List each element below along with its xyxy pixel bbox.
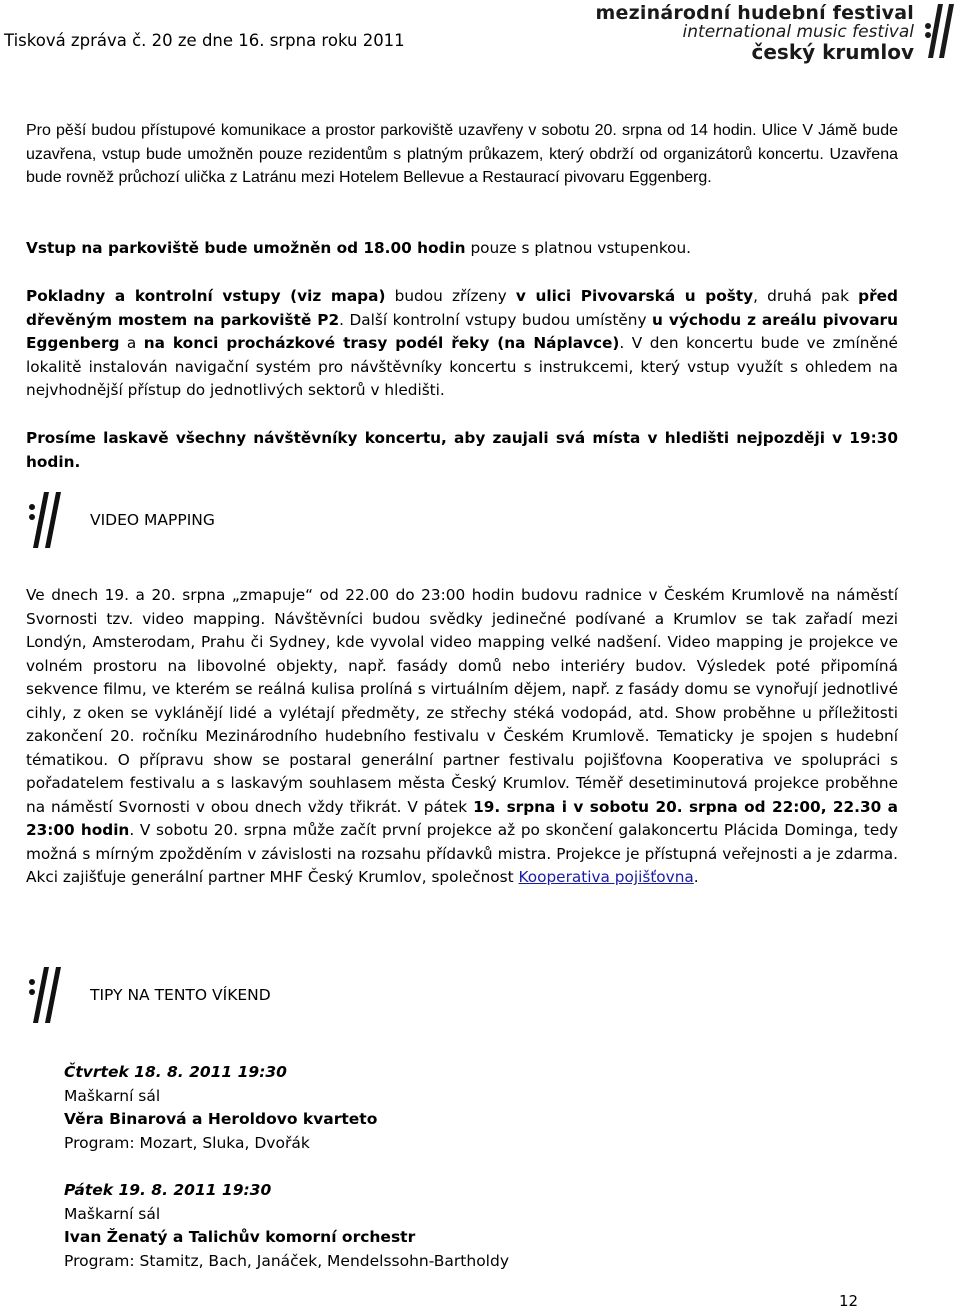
text-span: . Další kontrolní vstupy budou umístěny: [339, 310, 653, 329]
text-span: , druhá pak: [753, 287, 859, 305]
text-span: Pokladny a kontrolní vstupy (viz mapa): [26, 287, 386, 305]
event-performers: Ivan Ženatý a Talichův komorní orchestr: [64, 1228, 416, 1246]
parking-entry-note: pouze s platnou vstupenkou.: [465, 239, 692, 257]
event-date: Čtvrtek 18. 8. 2011 19:30: [64, 1063, 287, 1081]
festival-logo-icon: [924, 2, 956, 60]
video-mapping-paragraph: [26, 584, 898, 890]
text-span: budou zřízeny: [385, 287, 516, 305]
event-item: [64, 1179, 509, 1273]
text-span: 19. srpna i v sobotu 20. srpna od 22:00, 22.30 a 23:00 hodin: [26, 797, 898, 839]
parking-entry-time: Vstup na parkoviště bude umožněn od 18.00 hodin: [26, 239, 466, 257]
event-venue: Maškarní sál: [64, 1204, 161, 1223]
parking-closure-paragraph: Pro pěší budou přístupové komunikace a prostor parkoviště uzavřeny v sobotu 20. srpna od 14 hodin. Ulice V Jámě bude uzavřena, vstup bude umožněn pouze rezidentům s platným průkazem, který obdrží od organizátorů koncertu. Uzavřena bude rovněž průchozí ulička z Latránu mezi Hotelem Bellevue a Restaurací pivovaru Eggenberg.: [26, 122, 898, 186]
weekend-tips-heading: [26, 965, 271, 1025]
text-span: .: [693, 868, 699, 886]
logo-line-english: international music festival: [682, 22, 914, 42]
text-span: na konci procházkové trasy podél řeky (na Náplavce): [143, 334, 620, 352]
text-span: u východu z areálu pivovaru Eggenberg: [26, 310, 898, 352]
festival-mark-icon: [26, 965, 66, 1025]
page-number: 12: [839, 1292, 859, 1310]
event-performers: Věra Binarová a Heroldovo kvarteto: [64, 1110, 378, 1128]
kooperativa-link[interactable]: Kooperativa pojišťovna: [518, 868, 694, 886]
press-release-header: Tisková zpráva č. 20 ze dne 16. srpna roku 2011: [4, 31, 405, 50]
text-span: a: [119, 334, 144, 352]
logo-line-czech: mezinárodní hudební festival: [595, 2, 914, 24]
event-venue: Maškarní sál: [64, 1086, 161, 1105]
text-span: . V den koncertu bude ve zmíněné lokalitě instalován navigační systém pro návštěvníky koncertu s instrukcemi, který vstup využít s ohledem na nejvhodnější přístup do jednotlivých sektorů v hledišti.: [26, 334, 898, 399]
ticket-offices-paragraph: [26, 285, 898, 403]
video-mapping-heading: [26, 490, 215, 550]
event-item: [64, 1061, 377, 1155]
event-program: Program: Stamitz, Bach, Janáček, Mendelssohn-Bartholdy: [64, 1251, 509, 1270]
festival-mark-icon: [26, 490, 66, 550]
text-span: v ulici Pivovarská u pošty: [515, 287, 754, 305]
event-date: Pátek 19. 8. 2011 19:30: [64, 1181, 272, 1199]
logo-line-city: český krumlov: [751, 40, 914, 64]
event-program: Program: Mozart, Sluka, Dvořák: [64, 1133, 310, 1152]
seating-request-paragraph: Prosíme laskavě všechny návštěvníky koncertu, aby zaujali svá místa v hledišti nejpozději v 19:30 hodin.: [26, 429, 898, 471]
text-span: Ve dnech 19. a 20. srpna „zmapuje“ od 22.00 do 23:00 hodin budovu radnice v Českém Krumlově na náměstí Svornosti tzv. video mapping. Návštěvníci budou svědky jedinečné podívané a Krumlov se tak zařadí mezi Londýn, Amsterodam, Prahu či Sydney, kde vyvolal video mapping velké nadšení. Video mapping je projekce ve volném prostoru na libovolné objekty, např. fasády domů nebo interiéry budov. Výsledek poté připomíná sekvence filmu, ve kterém se reálná kulisa prolíná s virtuálním dějem, např. z fasády domu se vynořují jednotlivé cihly, z oken se vyklánějí lidé a vylétají předměty, ze střechy stéká vodopád, atd. Show proběhne u příležitosti zakončení 20. ročníku Mezinárodního hudebního festivalu v Českém Krumlově. Tematicky je spojen s hudební tématikou. O přípravu show se postaral generální partner festivalu pojišťovna Kooperativa ve spolupráci s pořadatelem festivalu a s laskavým souhlasem města Český Krumlov. Téměř desetiminutová projekce proběhne na náměstí Svornosti v obou dnech vždy třikrát. V pátek: [26, 586, 898, 816]
parking-entry-paragraph: [26, 237, 898, 261]
section-title: VIDEO MAPPING: [90, 511, 215, 529]
festival-logo-text: [596, 4, 914, 62]
section-title: TIPY NA TENTO VÍKEND: [90, 986, 271, 1004]
text-span: . V sobotu 20. srpna může začít první projekce až po skončení galakoncertu Plácida Dominga, tedy možná s mírným zpožděním v závislosti na rozsahu přídavků mistra. Projekce je přístupná veřejnosti a je zdarma. Akci zajišťuje generální partner MHF Český Krumlov, společnost: [26, 821, 898, 886]
text-span: před dřevěným mostem na parkoviště P2: [26, 287, 898, 329]
